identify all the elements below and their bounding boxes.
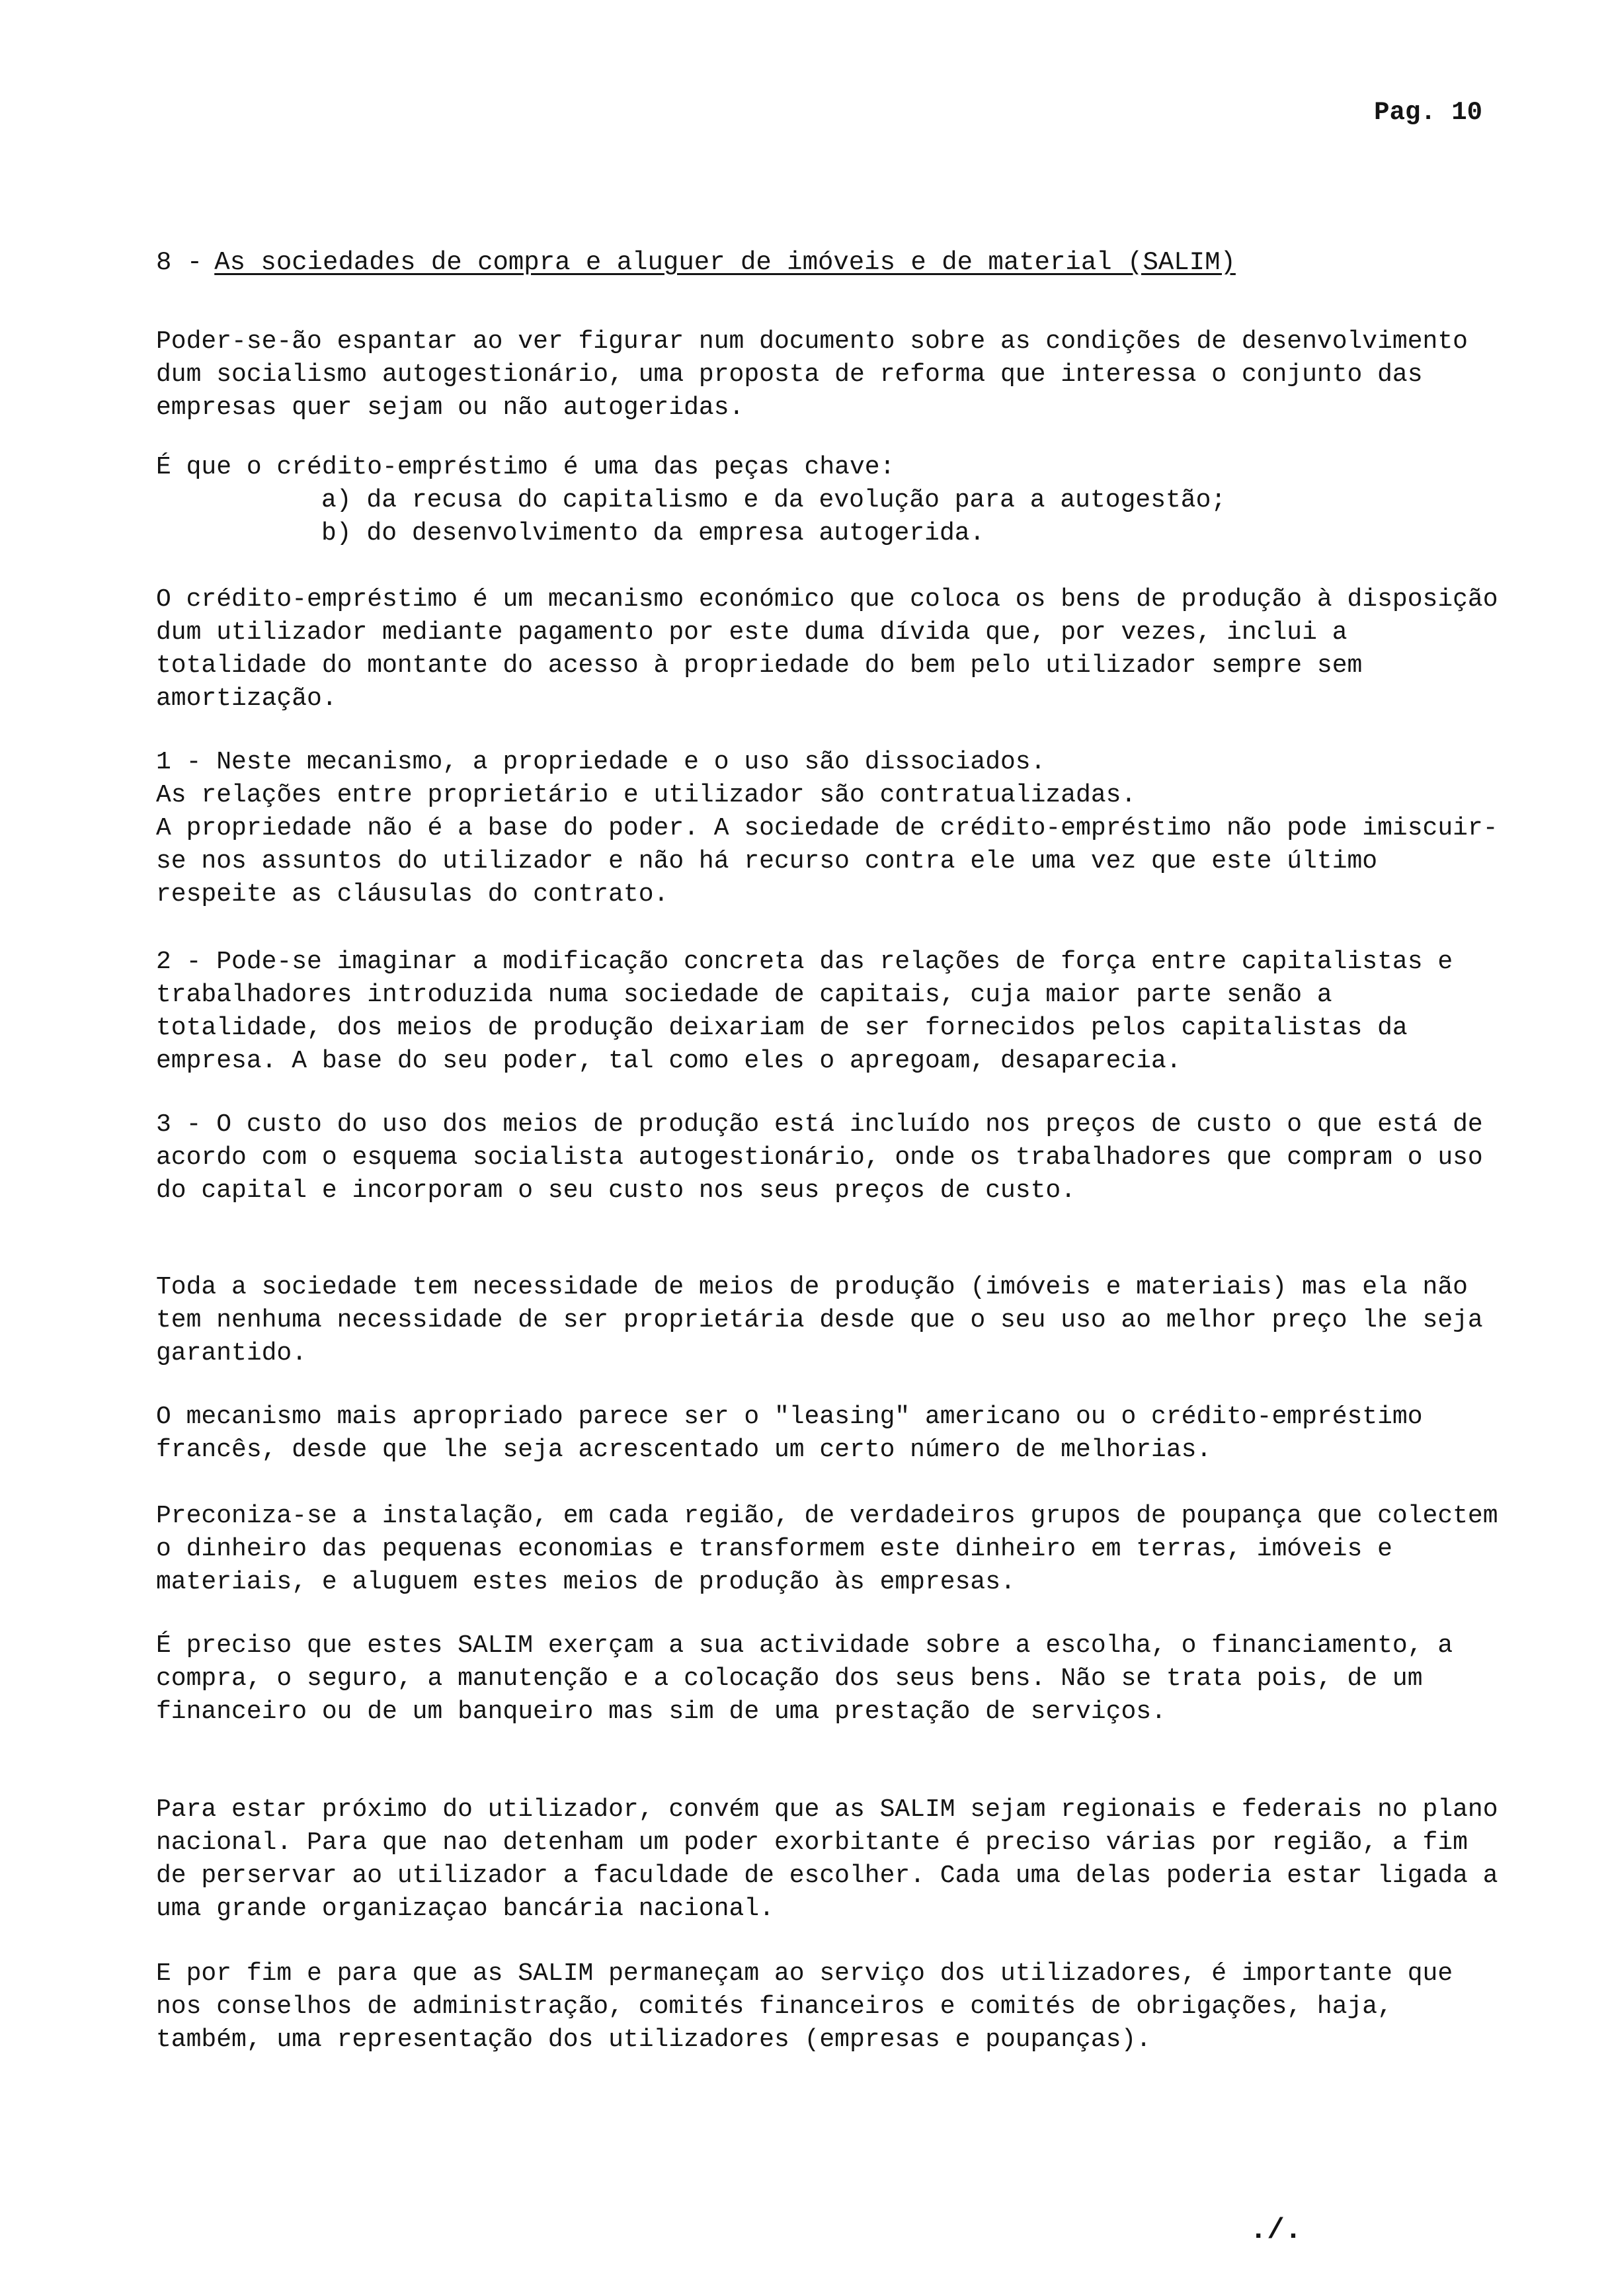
list-item-a: a) da recusa do capitalismo e da evolução para a autogestão; <box>321 486 1226 514</box>
section-number: 8 - <box>156 248 203 277</box>
section-title: As sociedades de compra e aluguer de imóveis e de material (SALIM) <box>214 248 1236 277</box>
paragraph-representation: E por fim e para que as SALIM permaneçam ao serviço dos utilizadores, é importante que nos conselhos de administração, comités financeiros e comités de obrigações, haja, também, uma representação dos utilizadores (empresas e poupanças). <box>156 1959 1453 2054</box>
point-3: 3 - O custo do uso dos meios de produção está incluído nos preços de custo o que está de acordo com o esquema socialista autogestionário, onde os trabalhadores que compram o uso do capital e incorporam o seu custo nos seus preços de custo. <box>156 1110 1483 1205</box>
continuation-mark: ./. <box>1250 2214 1303 2247</box>
paragraph-salim-activity: É preciso que estes SALIM exerçam a sua actividade sobre a escolha, o financiamento, a compra, o seguro, a manutenção e a colocação dos seus bens. Não se trata pois, de um financeiro ou de um banqueiro mas sim de uma prestação de serviços. <box>156 1631 1453 1726</box>
paragraph-key-pieces: É que o crédito-empréstimo é uma das peças chave: <box>156 453 895 481</box>
point-1-line-3: A propriedade não é a base do poder. A sociedade de crédito-empréstimo não pode imiscuir-se nos assuntos do utilizador e não há recurso contra ele uma vez que este último respeite as cláusulas do contrato. <box>156 814 1498 909</box>
paragraph-regional: Para estar próximo do utilizador, convém que as SALIM sejam regionais e federais no plano nacional. Para que nao detenham um poder exorbitante é preciso várias por região, a fim de perservar ao utilizador a faculdade de escolher. Cada uma delas poderia estar ligada a uma grande organizaçao bancária nacional. <box>156 1795 1498 1923</box>
paragraph-leasing: O mecanismo mais apropriado parece ser o "leasing" americano ou o crédito-empréstimo francês, desde que lhe seja acrescentado um certo número de melhorias. <box>156 1403 1423 1464</box>
point-2: 2 - Pode-se imaginar a modificação concreta das relações de força entre capitalistas e trabalhadores introduzida numa sociedade de capitais, cuja maior parte senão a totalidade, dos meios de produção deixariam de ser fornecidos pelos capitalistas da empresa. A base do seu poder, tal como eles o apregoam, desaparecia. <box>156 948 1453 1075</box>
list-item-b: b) do desenvolvimento da empresa autogerida. <box>321 519 985 548</box>
paragraph-society-needs: Toda a sociedade tem necessidade de meios de produção (imóveis e materiais) mas ela não tem nenhuma necessidade de ser proprietária desde que o seu uso ao melhor preço lhe seja garantido. <box>156 1273 1483 1368</box>
page-number: Pag. 10 <box>1374 98 1482 127</box>
section-heading <box>156 246 1236 279</box>
point-1-line-2: As relações entre proprietário e utilizador são contratualizadas. <box>156 781 1137 809</box>
paragraph-intro: Poder-se-ão espantar ao ver figurar num documento sobre as condições de desenvolvimento dum socialismo autogestionário, uma proposta de reforma que interessa o conjunto das empresas quer sejam ou não autogeridas. <box>156 327 1468 422</box>
point-1-line-1: 1 - Neste mecanismo, a propriedade e o uso são dissociados. <box>156 748 1046 776</box>
paragraph-definition: O crédito-empréstimo é um mecanismo económico que coloca os bens de produção à disposição dum utilizador mediante pagamento por este duma dívida que, por vezes, inclui a totalidade do montante do acesso à propriedade do bem pelo utilizador sempre sem amortização. <box>156 585 1498 713</box>
paragraph-preconiza: Preconiza-se a instalação, em cada região, de verdadeiros grupos de poupança que colectem o dinheiro das pequenas economias e transformem este dinheiro em terras, imóveis e materiais, e aluguem estes meios de produção às empresas. <box>156 1502 1498 1596</box>
